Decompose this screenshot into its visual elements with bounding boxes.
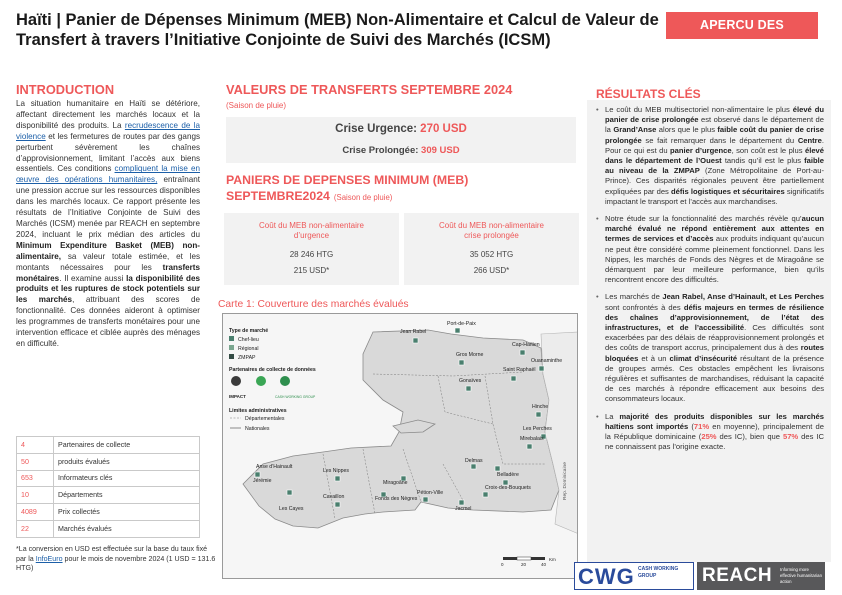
- town-label: Les Nippes: [323, 468, 349, 474]
- neighbor-label: Rep. Dominicaine: [563, 462, 568, 500]
- meb-urgence-heading: [224, 221, 399, 241]
- scale-tick: 20: [521, 562, 527, 567]
- scale-unit: Km: [549, 557, 556, 562]
- result-text: significatifs impactant le transport et l’accès aux marchandises.: [605, 186, 825, 206]
- legend-title: Type de marché: [229, 328, 269, 334]
- intro-text-3: entraînant une pression accrue sur les ressources disponibles dans les marchés locaux. Ce rapport présente les résultats de l’Initiative Conjointe de Suivi des Marchés (ICSM) menée par REACH en septembre 2024, incluant le prix médian des articles du: [16, 175, 200, 239]
- result-text: alors que le plus: [656, 125, 718, 135]
- market-point: [511, 376, 516, 381]
- report-title: Haïti | Panier de Dépenses Minimum (MEB) Non-Alimentaire et Calcul de Valeur de Transfert à travers l’Initiative Conjointe de Suivi des Marchés (ICSM): [16, 11, 659, 49]
- stat-label: Informateurs clés: [54, 470, 200, 487]
- result-text: . Ces difficultés sont exacerbées par des délais de réapprovisionnement prolongés et des coûts de transport accrus, principalement dus à des: [605, 323, 824, 353]
- town-label: Miragoâne: [383, 480, 408, 486]
- intro-meb-bold: Minimum Expenditure Basket (MEB) non-alimentaire,: [16, 240, 200, 261]
- footnote-text-1: *La conversion en USD est effectuée sur la base du taux fixé par la: [16, 545, 208, 563]
- town-label: Jean Rabel: [400, 329, 427, 335]
- meb-heading-line2: SEPTEMBRE2024: [226, 189, 330, 203]
- table-row: [17, 520, 200, 537]
- market-point: [539, 366, 544, 371]
- result-text: aux produits indiquant qu’aucun ne peut être considéré comme pleinement fonctionnel. Dans les Nippes, les marchés de Fonds des Nègres et de Miragoâne se démarquent par leur meilleure performance, bien qu’ils rencontrent encore des difficultés.: [605, 234, 824, 285]
- result-bold: aucun marché évalué ne répond entièrement aux attentes en termes de services et d’accès: [605, 214, 824, 244]
- stat-label: Partenaires de collecte: [54, 437, 200, 454]
- partners-title: Partenaires de collecte de données: [229, 367, 316, 373]
- meb-prolongee-usd: 266 USD*: [473, 266, 510, 275]
- market-point: [335, 502, 340, 507]
- meb-prolongee-heading: [404, 221, 579, 241]
- market-point: [459, 500, 464, 505]
- result-text: Notre étude sur la fonctionnalité des marchés révèle qu’: [605, 214, 802, 224]
- result-text: La: [605, 411, 620, 421]
- table-row: [17, 487, 200, 504]
- transfer-values-box: [226, 117, 576, 163]
- result-text: (: [688, 421, 694, 431]
- meb-heading: [226, 172, 586, 206]
- town-label: Les Cayes: [279, 506, 304, 512]
- list-item: [596, 105, 824, 207]
- town-label: Gros Morne: [456, 352, 484, 358]
- infoeuro-link[interactable]: InfoEuro: [35, 554, 63, 563]
- cash-working-group-logo: CASH WORKING GROUP: [275, 395, 316, 399]
- table-row: [17, 504, 200, 521]
- result-bold: climat d’insécurité: [669, 353, 738, 363]
- result-text: sont confrontés à des: [605, 302, 684, 312]
- transfer-values-subtitle: (Saison de pluie): [226, 101, 287, 110]
- cwg-logo-text: CWG: [578, 564, 635, 589]
- prolongee-value: 309 USD: [421, 145, 460, 156]
- impact-logo-icon: [231, 376, 241, 386]
- operations-link[interactable]: compliquent la mise en œuvre des opérations humanitaires,: [16, 164, 201, 185]
- key-results-heading: RÉSULTATS CLÉS: [596, 87, 701, 101]
- stat-label: Départements: [54, 487, 200, 504]
- list-item: [596, 292, 824, 404]
- intro-text-6: , attribuant des scores de fonctionnalité. Ces données aideront à optimiser les programmes de transferts monétaires pour une intervention efficace et ciblée auprès des ménages en difficulté.: [16, 295, 200, 348]
- market-point: [466, 386, 471, 391]
- scale-segment: [531, 557, 545, 560]
- market-point: [471, 464, 476, 469]
- result-text: des IC), bien que: [716, 432, 783, 442]
- legend-item: Régional: [238, 346, 259, 352]
- chef-lieu-swatch: [229, 336, 234, 341]
- stat-label: Marchés évalués: [54, 520, 200, 537]
- town-label: Gonaïves: [459, 378, 482, 384]
- meb-subtitle: (Saison de pluie): [333, 193, 393, 202]
- result-bold: Grand’Anse: [613, 125, 657, 135]
- table-row: [17, 470, 200, 487]
- scale-tick: 0: [501, 562, 504, 567]
- meb-prolongee-head2: crise prolongée: [464, 231, 519, 240]
- meb-urgence-htg: 28 246 HTG: [289, 250, 334, 259]
- intro-heading: INTRODUCTION: [16, 82, 115, 97]
- legend-item: Chef-lieu: [238, 337, 259, 343]
- key-figures-table: [16, 436, 200, 538]
- town-label: Saint Raphaël: [503, 367, 536, 373]
- result-bold: défis logistiques et sécuritaires: [671, 186, 785, 196]
- partner-logo-icon: [256, 376, 266, 386]
- result-text: tandis qu’il est le plus: [721, 156, 805, 166]
- result-text: des IC ne connaissent pas l’origine exacte.: [605, 432, 824, 452]
- stat-value: 653: [17, 470, 54, 487]
- dept-limit-label: Départementales: [245, 416, 285, 422]
- limits-title: Limites administratives: [229, 408, 287, 414]
- town-label: Ouanaminthe: [531, 358, 563, 364]
- result-bold: défis majeurs en termes de résilience des chaînes d’approvisionnement, de l’état des infrastructures, et de l’accessibilité: [605, 302, 824, 333]
- urgence-value: 270 USD: [420, 123, 467, 135]
- town-label: Anse d’Hainault: [256, 464, 293, 470]
- zmpap-swatch: [229, 354, 234, 359]
- cwg-logo: [574, 562, 694, 590]
- market-coverage-map: [222, 313, 578, 579]
- result-bold: élevé dans le département de l’Ouest: [605, 145, 824, 166]
- result-percentage: 57%: [782, 432, 799, 442]
- market-point: [520, 350, 525, 355]
- town-label: Belladère: [497, 472, 519, 478]
- result-text: résultant de la présence de groupes armés. Ces obstacles empêchent les livraisons régulières et suffisantes de marchandises, réduisant la capacité de ces marchés à répondre efficacement aux besoins des consommateurs locaux.: [605, 353, 824, 404]
- prolongee-label: Crise Prolongée:: [342, 145, 422, 156]
- town-label: Jérémie: [253, 478, 272, 484]
- meb-prolongee-htg: 35 052 HTG: [469, 250, 514, 259]
- result-bold: majorité des produits disponibles sur les marchés haïtiens sont importés: [605, 411, 824, 431]
- urgence-label: Crise Urgence:: [335, 123, 421, 135]
- market-point: [483, 492, 488, 497]
- reach-logo-text: REACH: [702, 565, 773, 586]
- map-title: Carte 1: Couverture des marchés évalués: [218, 299, 409, 310]
- prolongee-line: [226, 145, 576, 156]
- town-label: Pétion-Ville: [417, 490, 444, 496]
- result-text: Le coût du MEB multisectoriel non-alimentaire le plus: [605, 105, 793, 114]
- town-label: Cavaillon: [323, 494, 345, 500]
- market-point: [495, 466, 500, 471]
- result-text: Les marchés de: [605, 292, 663, 302]
- town-label: Cap-Haïtien: [512, 342, 540, 348]
- map-canvas: [223, 314, 578, 579]
- result-bold: Centre: [797, 135, 822, 145]
- usd-conversion-footnote: [16, 545, 216, 574]
- reach-logo-subtext: Informing more effective humanitarian action: [780, 567, 822, 584]
- town-label: Croix-des-Bouquets: [485, 485, 531, 491]
- meb-urgence-box: [224, 213, 399, 285]
- urgence-line: [226, 123, 576, 135]
- result-bold: faible coût du panier de crise prolongée: [605, 125, 824, 145]
- meb-urgence-usd: 215 USD*: [293, 266, 330, 275]
- result-bold: faible au niveau de la ZMPAP: [605, 156, 824, 176]
- stat-value: 10: [17, 487, 54, 504]
- intro-text-2: et les fermetures de routes par des gangs perturbent sévèrement les chaînes d’approvisionnement, limitant l’accès aux biens essentiels. Ces conditions: [16, 131, 200, 174]
- reach-logo: [697, 562, 825, 590]
- stat-value: 4089: [17, 504, 54, 521]
- market-point: [459, 360, 464, 365]
- town-label: Les Perches: [523, 426, 552, 432]
- result-text: et à un: [638, 353, 670, 363]
- intro-text: [16, 99, 200, 350]
- result-text: . Pour ce qui est du: [605, 135, 824, 155]
- footnote-text-2: pour le mois de novembre 2024 (1 USD = 131.6 HTG): [16, 554, 216, 572]
- transfer-values-heading: VALEURS DE TRANSFERTS SEPTEMBRE 2024: [226, 82, 513, 97]
- scale-segment: [517, 557, 531, 560]
- scale-bar: [501, 557, 556, 567]
- result-percentage: 71%: [693, 421, 710, 431]
- market-point: [335, 476, 340, 481]
- intro-transfers-bold: transferts monétaires: [16, 262, 200, 283]
- town-label: Jacmel: [455, 506, 472, 512]
- key-results-list: [596, 105, 824, 460]
- scale-segment: [503, 557, 517, 560]
- market-point: [527, 444, 532, 449]
- table-row: [17, 437, 200, 454]
- intro-text-4: sa valeur totale estimée, et les montants nécessaires pour les: [16, 251, 200, 272]
- stat-value: 4: [17, 437, 54, 454]
- stat-value: 22: [17, 520, 54, 537]
- market-point: [423, 497, 428, 502]
- national-limit-label: Nationales: [245, 426, 270, 432]
- result-bold: élevé du panier de crise prolongée: [605, 105, 824, 125]
- impact-logo: IMPACT: [229, 394, 246, 399]
- result-percentage: 25%: [701, 432, 717, 442]
- meb-heading-line1: PANIERS DE DEPENSES MINIMUM (MEB): [226, 173, 469, 187]
- market-point: [255, 472, 260, 477]
- result-text: en moyenne), principalement de la République dominicaine (: [605, 421, 824, 442]
- market-point: [287, 490, 292, 495]
- result-bold: panier d’urgence: [670, 145, 732, 155]
- result-bold: routes bloquées: [605, 343, 824, 363]
- meb-urgence-head2: d’urgence: [293, 231, 330, 240]
- list-item: [596, 412, 824, 453]
- market-point: [455, 328, 460, 333]
- partner-logo-icon: [280, 376, 290, 386]
- cwg-logo-subtext: CASH WORKING GROUP: [638, 566, 679, 579]
- town-label: Hinche: [532, 404, 549, 410]
- regional-swatch: [229, 345, 234, 350]
- intro-availability-bold: la disponibilité des produits et les ruptures de stock potentiels sur les marchés: [16, 273, 201, 305]
- town-label: Fonds des Nègres: [375, 496, 418, 502]
- map-legend: [229, 328, 316, 432]
- meb-prolongee-box: [404, 213, 579, 285]
- result-text: se fait remarquer dans le département du: [641, 135, 798, 145]
- result-text: , son coût est le plus: [731, 145, 805, 155]
- town-label: Port-de-Paix: [447, 321, 476, 327]
- scale-tick: 40: [541, 562, 547, 567]
- stat-label: produits évalués: [54, 453, 200, 470]
- legend-item: ZMPAP: [238, 355, 256, 361]
- intro-text-1: La situation humanitaire en Haïti se détériore, affectant directement les marchés locaux et la disponibilité des produits. La: [16, 99, 200, 130]
- violence-link[interactable]: recrudescence de la violence: [16, 120, 201, 141]
- market-point: [536, 412, 541, 417]
- market-overview-banner: APERCU DES MARCHÉS: [666, 12, 818, 39]
- list-item: [596, 214, 824, 285]
- intro-text-5: . Il examine aussi: [59, 273, 127, 283]
- result-text: est observé dans le département de la: [605, 115, 825, 135]
- table-row: [17, 453, 200, 470]
- stat-label: Prix collectés: [54, 504, 200, 521]
- meb-prolongee-head1: Coût du MEB non-alimentaire: [439, 221, 544, 230]
- market-point: [413, 338, 418, 343]
- result-bold: Jean Rabel, Anse d’Hainault, et Les Perches: [662, 292, 824, 302]
- stat-value: 50: [17, 453, 54, 470]
- result-text: (Zone Métropolitaine de Port-au-Prince). Ces disparités régionales peuvent être partiellement expliquées par des: [605, 166, 824, 196]
- town-label: Mirebalais: [520, 436, 544, 442]
- town-label: Delmas: [465, 458, 483, 464]
- meb-urgence-head1: Coût du MEB non-alimentaire: [259, 221, 364, 230]
